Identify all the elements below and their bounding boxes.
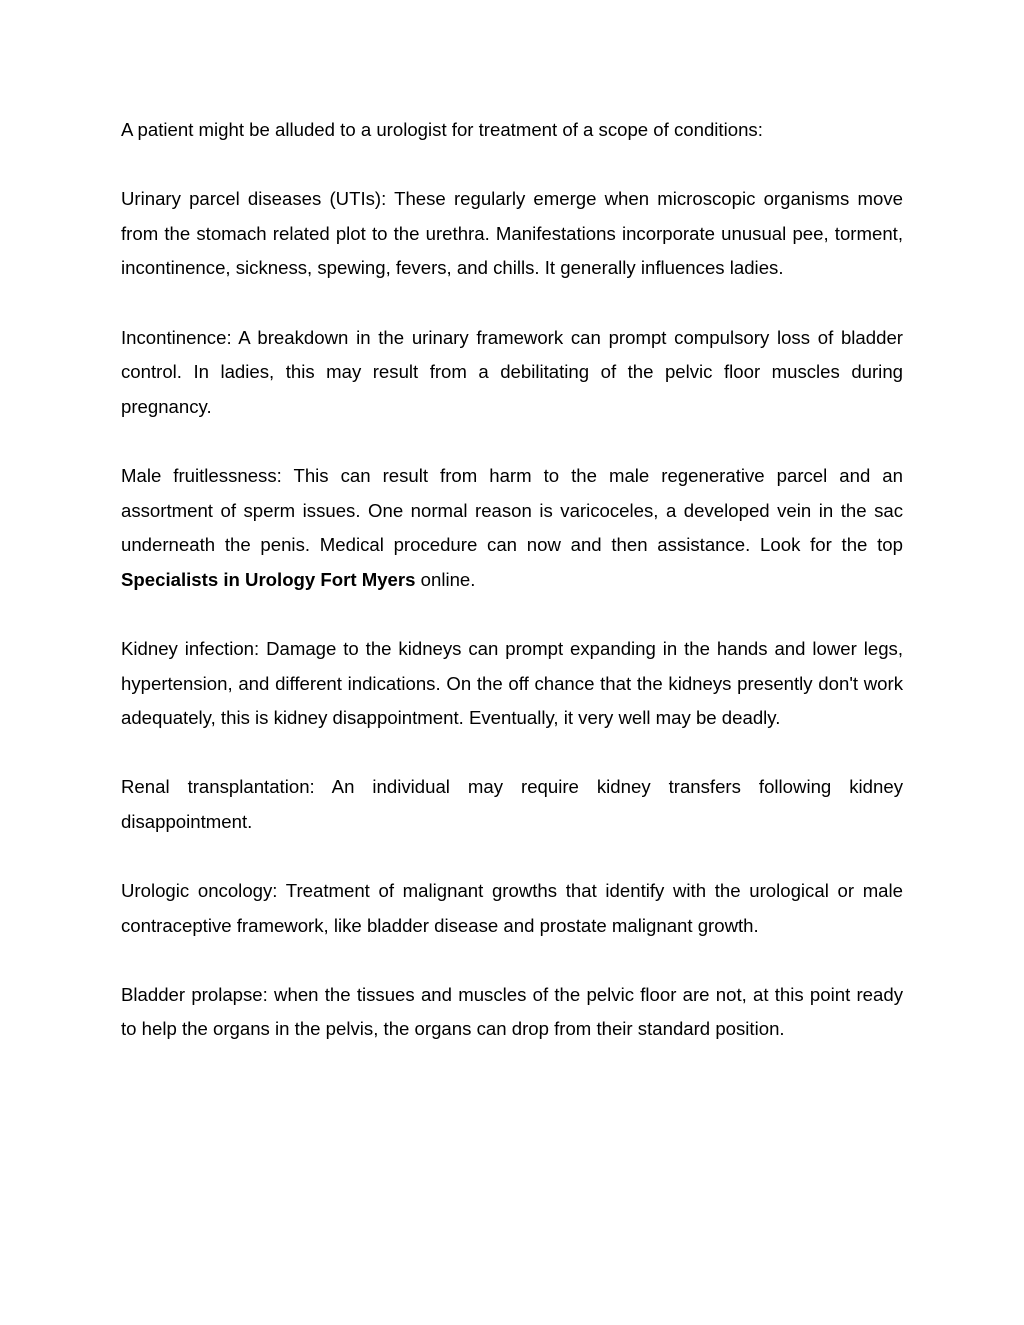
intro-paragraph: A patient might be alluded to a urologist for treatment of a scope of conditions:	[121, 119, 763, 140]
paragraph-renal-transplantation: Renal transplantation: An individual may require kidney transfers following kidney disappointment.	[121, 776, 903, 832]
paragraph-urologic-oncology: Urologic oncology: Treatment of malignant growths that identify with the urological or male contraceptive framework, like bladder disease and prostate malignant growth.	[121, 880, 903, 936]
paragraph-text-before-link: Male fruitlessness: This can result from harm to the male regenerative parcel and an assortment of sperm issues. One normal reason is varicoceles, a developed vein in the sac underneath the penis. Medical procedure can now and then assistance. Look for the top	[121, 464, 903, 556]
paragraph-utis: Urinary parcel diseases (UTIs): These regularly emerge when microscopic organisms move from the stomach related plot to the urethra. Manifestations incorporate unusual pee, torment, incontinence, sickness, spewing, fevers, and chills. It generally influences ladies.	[121, 188, 903, 279]
paragraph-male-fruitlessness	[121, 459, 903, 597]
document-body	[121, 113, 903, 1047]
specialists-link[interactable]: Specialists in Urology Fort Myers	[121, 568, 416, 590]
paragraph-incontinence: Incontinence: A breakdown in the urinary framework can prompt compulsory loss of bladder control. In ladies, this may result from a debilitating of the pelvic floor muscles during pregnancy.	[121, 326, 903, 417]
paragraph-bladder-prolapse: Bladder prolapse: when the tissues and muscles of the pelvic floor are not, at this point ready to help the organs in the pelvis, the organs can drop from their standard position.	[121, 983, 903, 1040]
paragraph-kidney-infection: Kidney infection: Damage to the kidneys can prompt expanding in the hands and lower legs, hypertension, and different indications. On the off chance that the kidneys presently don't work adequately, this is kidney disappointment. Eventually, it very well may be deadly.	[121, 637, 903, 729]
paragraph-text-after-link: online.	[415, 568, 476, 590]
